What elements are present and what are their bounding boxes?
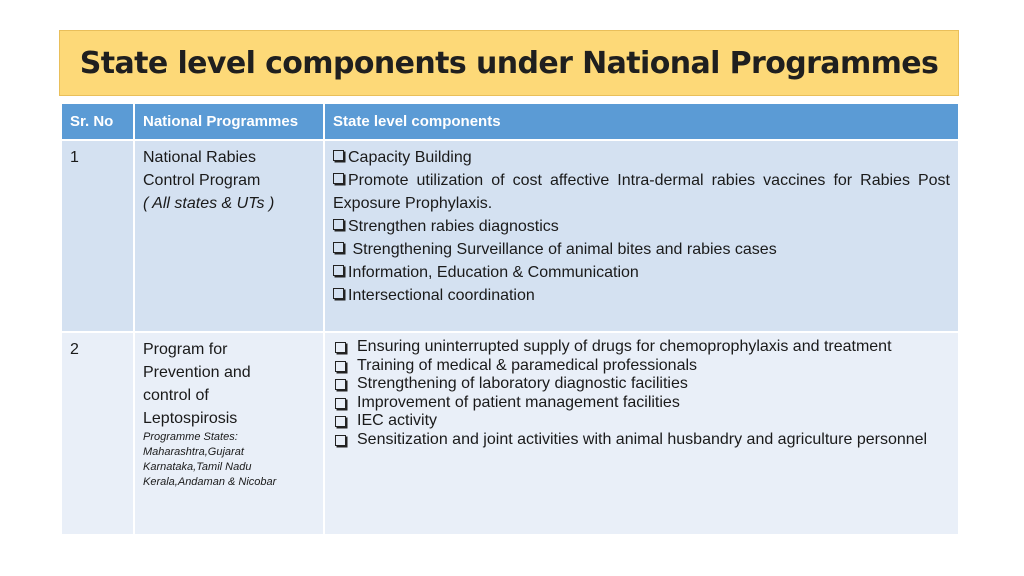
component-text: Information, Education & Communication	[348, 264, 639, 281]
component-item	[333, 394, 950, 413]
component-item	[333, 215, 950, 238]
checkbox-bullet-icon	[335, 379, 346, 390]
checkbox-bullet-icon	[333, 219, 344, 230]
checkbox-bullet-icon	[333, 242, 344, 253]
page-title: State level components under National Programmes	[79, 45, 939, 81]
checkbox-bullet-icon	[333, 265, 344, 276]
checkbox-bullet-icon	[333, 173, 344, 184]
component-item	[333, 412, 950, 431]
component-text: Strengthen rabies diagnostics	[348, 218, 559, 235]
table-header-row	[61, 103, 959, 140]
header-national-programmes: National Programmes	[134, 103, 324, 140]
component-item	[333, 146, 950, 169]
header-sr-no: Sr. No	[61, 103, 134, 140]
component-item	[333, 338, 950, 357]
component-text: Training of medical & paramedical professionals	[357, 356, 698, 374]
component-text: Sensitization and joint activities with animal husbandry and agriculture personnel	[357, 430, 928, 448]
programme-coverage-note: ( All states & UTs )	[143, 195, 275, 212]
programme-states-line: Kerala,Andaman & Nicobar	[143, 476, 277, 488]
checkbox-bullet-icon	[333, 288, 344, 299]
programme-name-line: Prevention and	[143, 364, 251, 381]
header-state-level-components: State level components	[324, 103, 959, 140]
table-row	[61, 140, 959, 332]
programme-states-line: Maharashtra,Gujarat	[143, 446, 244, 458]
programme-states-line: Karnataka,Tamil Nadu	[143, 461, 252, 473]
component-text: Capacity Building	[348, 149, 472, 166]
table-row	[61, 332, 959, 535]
component-item	[333, 375, 950, 394]
component-item	[333, 284, 950, 307]
component-item	[333, 431, 950, 450]
component-item	[333, 261, 950, 284]
programme-name-line: National Rabies	[143, 149, 256, 166]
checkbox-bullet-icon	[333, 150, 344, 161]
sr-no-cell: 2	[61, 332, 134, 535]
component-item	[333, 238, 950, 261]
component-text: Intersectional coordination	[348, 287, 535, 304]
components-cell	[324, 332, 959, 535]
checkbox-bullet-icon	[335, 342, 346, 353]
component-item	[333, 357, 950, 376]
programmes-table	[60, 102, 960, 536]
component-text: Promote utilization of cost affective Intra-dermal rabies vaccines for Rabies Post Exposure Prophylaxis.	[333, 172, 950, 212]
checkbox-bullet-icon	[335, 361, 346, 372]
programme-states-label: Programme States:	[143, 431, 238, 443]
component-item	[333, 169, 950, 215]
programme-cell	[134, 140, 324, 332]
checkbox-bullet-icon	[335, 416, 346, 427]
programme-name-line: control of	[143, 387, 209, 404]
component-text: Strengthening of laboratory diagnostic facilities	[357, 375, 688, 392]
programme-name-line: Leptospirosis	[143, 410, 238, 427]
programme-name-line: Program for	[143, 341, 228, 358]
title-banner	[59, 30, 959, 96]
checkbox-bullet-icon	[335, 435, 346, 446]
component-text: Strengthening Surveillance of animal bites and rabies cases	[348, 241, 777, 258]
components-cell	[324, 140, 959, 332]
programme-cell	[134, 332, 324, 535]
checkbox-bullet-icon	[335, 398, 346, 409]
sr-no-cell: 1	[61, 140, 134, 332]
component-text: Improvement of patient management facilities	[357, 393, 680, 411]
component-text: IEC activity	[357, 412, 438, 429]
programme-name-line: Control Program	[143, 172, 261, 189]
component-text: Ensuring uninterrupted supply of drugs for chemoprophylaxis and treatment	[357, 338, 892, 355]
